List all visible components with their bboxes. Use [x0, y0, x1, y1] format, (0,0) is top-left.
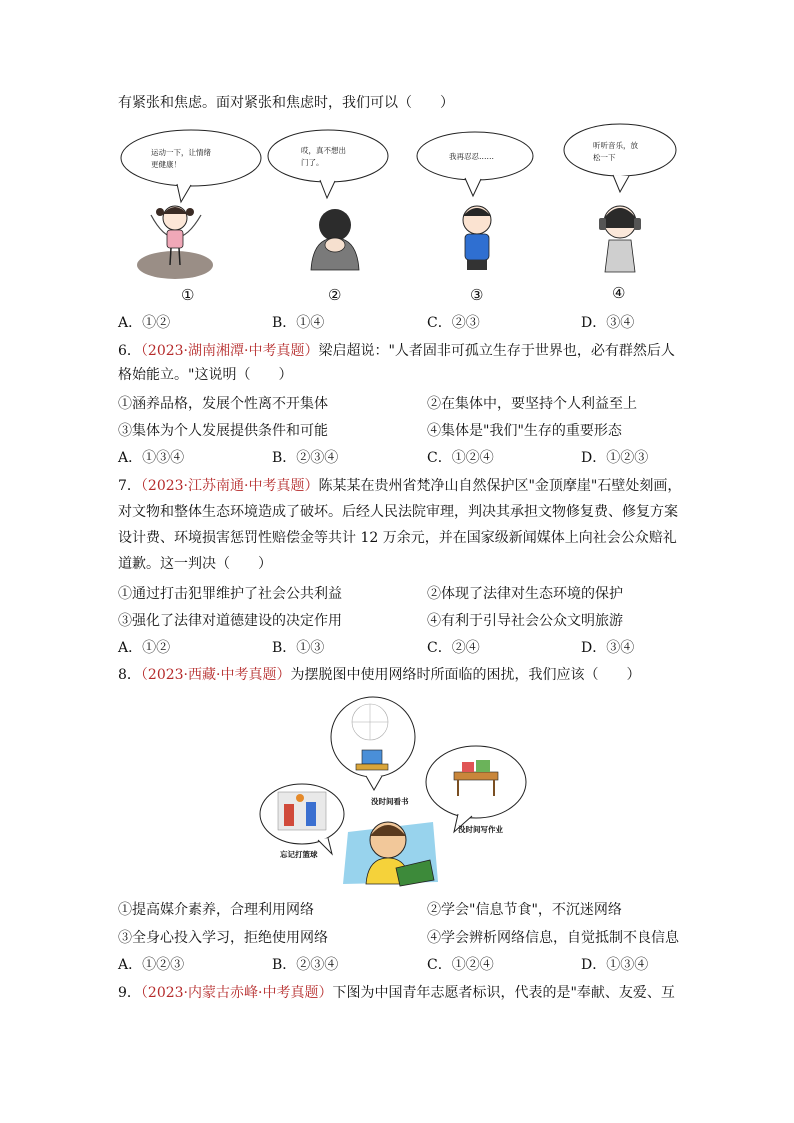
q7-item-4: ④有利于引导社会公众文明旅游: [427, 613, 623, 629]
q7-choice-c[interactable]: C．②④: [427, 640, 480, 656]
q8-choice-a[interactable]: A．①②③: [118, 957, 185, 973]
q9-stem-line1: [118, 983, 675, 1003]
figure-num-2: ②: [328, 286, 342, 304]
q9-source: （2023·内蒙古赤峰·中考真题）: [140, 985, 333, 1001]
q5-choice-d[interactable]: D．③④: [581, 315, 635, 331]
q6-source: （2023·湖南湘潭·中考真题）: [140, 343, 319, 359]
q6-item-1: ①涵养品格，发展个性离不开集体: [118, 396, 328, 412]
q8-choice-c[interactable]: C．①②④: [427, 957, 494, 973]
bubble-1-line1: 运动一下，让情绪: [151, 148, 211, 157]
q8-number: 8．: [118, 667, 141, 683]
q7-item-2: ②体现了法律对生态环境的保护: [427, 586, 623, 602]
label-no-time-reading: 没时间看书: [371, 797, 409, 806]
q7-stem-line2: 对文物和整体生态环境造成了破坏。后经人民法院审理，判决其承担文物修复费、修复方案: [118, 504, 678, 520]
q7-stem-line3: 设计费、环境损害惩罚性赔偿金等共计 12 万余元，并在国家级新闻媒体上向社会公众赔礼: [118, 530, 677, 546]
q7-choice-a[interactable]: A．①②: [118, 640, 171, 656]
q7-item-3: ③强化了法律对道德建设的决定作用: [118, 613, 342, 629]
figure-num-1: ①: [181, 286, 195, 304]
q8-item-4: ④学会辨析网络信息，自觉抵制不良信息: [427, 930, 679, 946]
q9-number: 9．: [118, 985, 141, 1001]
bubble-1-line2: 更健康！: [151, 160, 181, 169]
bubble-4: [564, 124, 676, 192]
figure-num-4: ④: [612, 284, 626, 302]
q7-stem-line4: 道歉。这一判决（ ）: [118, 556, 272, 572]
q8-text-1: 为摆脱图中使用网络时所面临的困扰，我们应该（ ）: [290, 667, 641, 683]
q7-text-1: 陈某某在贵州省梵净山自然保护区"金顶摩崖"石壁处刻画，: [318, 478, 682, 494]
bubble-4-line2: 松一下: [593, 153, 616, 162]
q6-number: 6．: [118, 343, 141, 359]
q5-choice-a[interactable]: A．①②: [118, 315, 171, 331]
q6-stem-line1: [118, 341, 675, 361]
q8-choice-b[interactable]: B．②③④: [272, 957, 339, 973]
q6-item-3: ③集体为个人发展提供条件和可能: [118, 423, 328, 439]
bubble-reading: [331, 697, 415, 806]
sad-kid-illustration: [311, 209, 359, 304]
bubble-basketball: [260, 784, 344, 859]
q8-item-3: ③全身心投入学习，拒绝使用网络: [118, 930, 328, 946]
q6-choice-d[interactable]: D．①②③: [581, 450, 649, 466]
q9-text-1: 下图为中国青年志愿者标识，代表的是"奉献、友爱、互: [332, 985, 675, 1001]
bubble-homework: [426, 746, 526, 834]
label-no-time-homework: 没时间写作业: [458, 825, 503, 834]
q8-choice-d[interactable]: D．①③④: [581, 957, 649, 973]
girl-jump-rope-illustration: [137, 206, 213, 304]
girl-headphones-illustration: [599, 206, 641, 302]
q5-figure: [115, 120, 680, 305]
q8-item-2: ②学会"信息节食"，不沉迷网络: [427, 902, 622, 918]
q6-text-1: 梁启超说："人者固非可孤立生存于世界也，必有群然后人: [318, 343, 675, 359]
q7-item-1: ①通过打击犯罪维护了社会公共利益: [118, 586, 342, 602]
bubble-3: [417, 132, 533, 196]
label-forgot-basketball: 忘记打篮球: [280, 850, 318, 859]
q8-source: （2023·西藏·中考真题）: [140, 667, 291, 683]
bubble-4-line1: 听听音乐，放: [593, 141, 638, 150]
q7-choice-d[interactable]: D．③④: [581, 640, 635, 656]
figure-num-3: ③: [470, 286, 484, 304]
q7-stem-line1: [118, 476, 681, 496]
q7-choice-b[interactable]: B．①③: [272, 640, 325, 656]
q7-source: （2023·江苏南通·中考真题）: [140, 478, 319, 494]
bubble-2: [268, 130, 388, 198]
q8-stem-line1: [118, 665, 640, 685]
boy-laptop-illustration: [343, 822, 438, 886]
q6-choice-c[interactable]: C．①②④: [427, 450, 494, 466]
bubble-3-line1: 我再忍忍……: [449, 152, 494, 161]
q6-choice-b[interactable]: B．②③④: [272, 450, 339, 466]
q7-number: 7．: [118, 478, 141, 494]
q6-item-4: ④集体是"我们"生存的重要形态: [427, 423, 622, 439]
bubble-2-line2: 门了。: [301, 158, 324, 167]
bubble-1: [121, 130, 261, 202]
q8-item-1: ①提高媒介素养，合理利用网络: [118, 902, 314, 918]
q5-stem: 有紧张和焦虑。面对紧张和焦虑时，我们可以（ ）: [118, 95, 454, 111]
q6-item-2: ②在集体中，要坚持个人利益至上: [427, 396, 637, 412]
boy-illustration: [463, 206, 491, 304]
q5-choice-b[interactable]: B．①④: [272, 315, 325, 331]
q6-choice-a[interactable]: A．①③④: [118, 450, 185, 466]
q6-stem-line2: 格始能立。"这说明（ ）: [118, 367, 293, 383]
bubble-2-line1: 哎，真不想出: [301, 146, 346, 155]
q8-figure: [258, 692, 538, 892]
q5-choice-c[interactable]: C．②③: [427, 315, 480, 331]
